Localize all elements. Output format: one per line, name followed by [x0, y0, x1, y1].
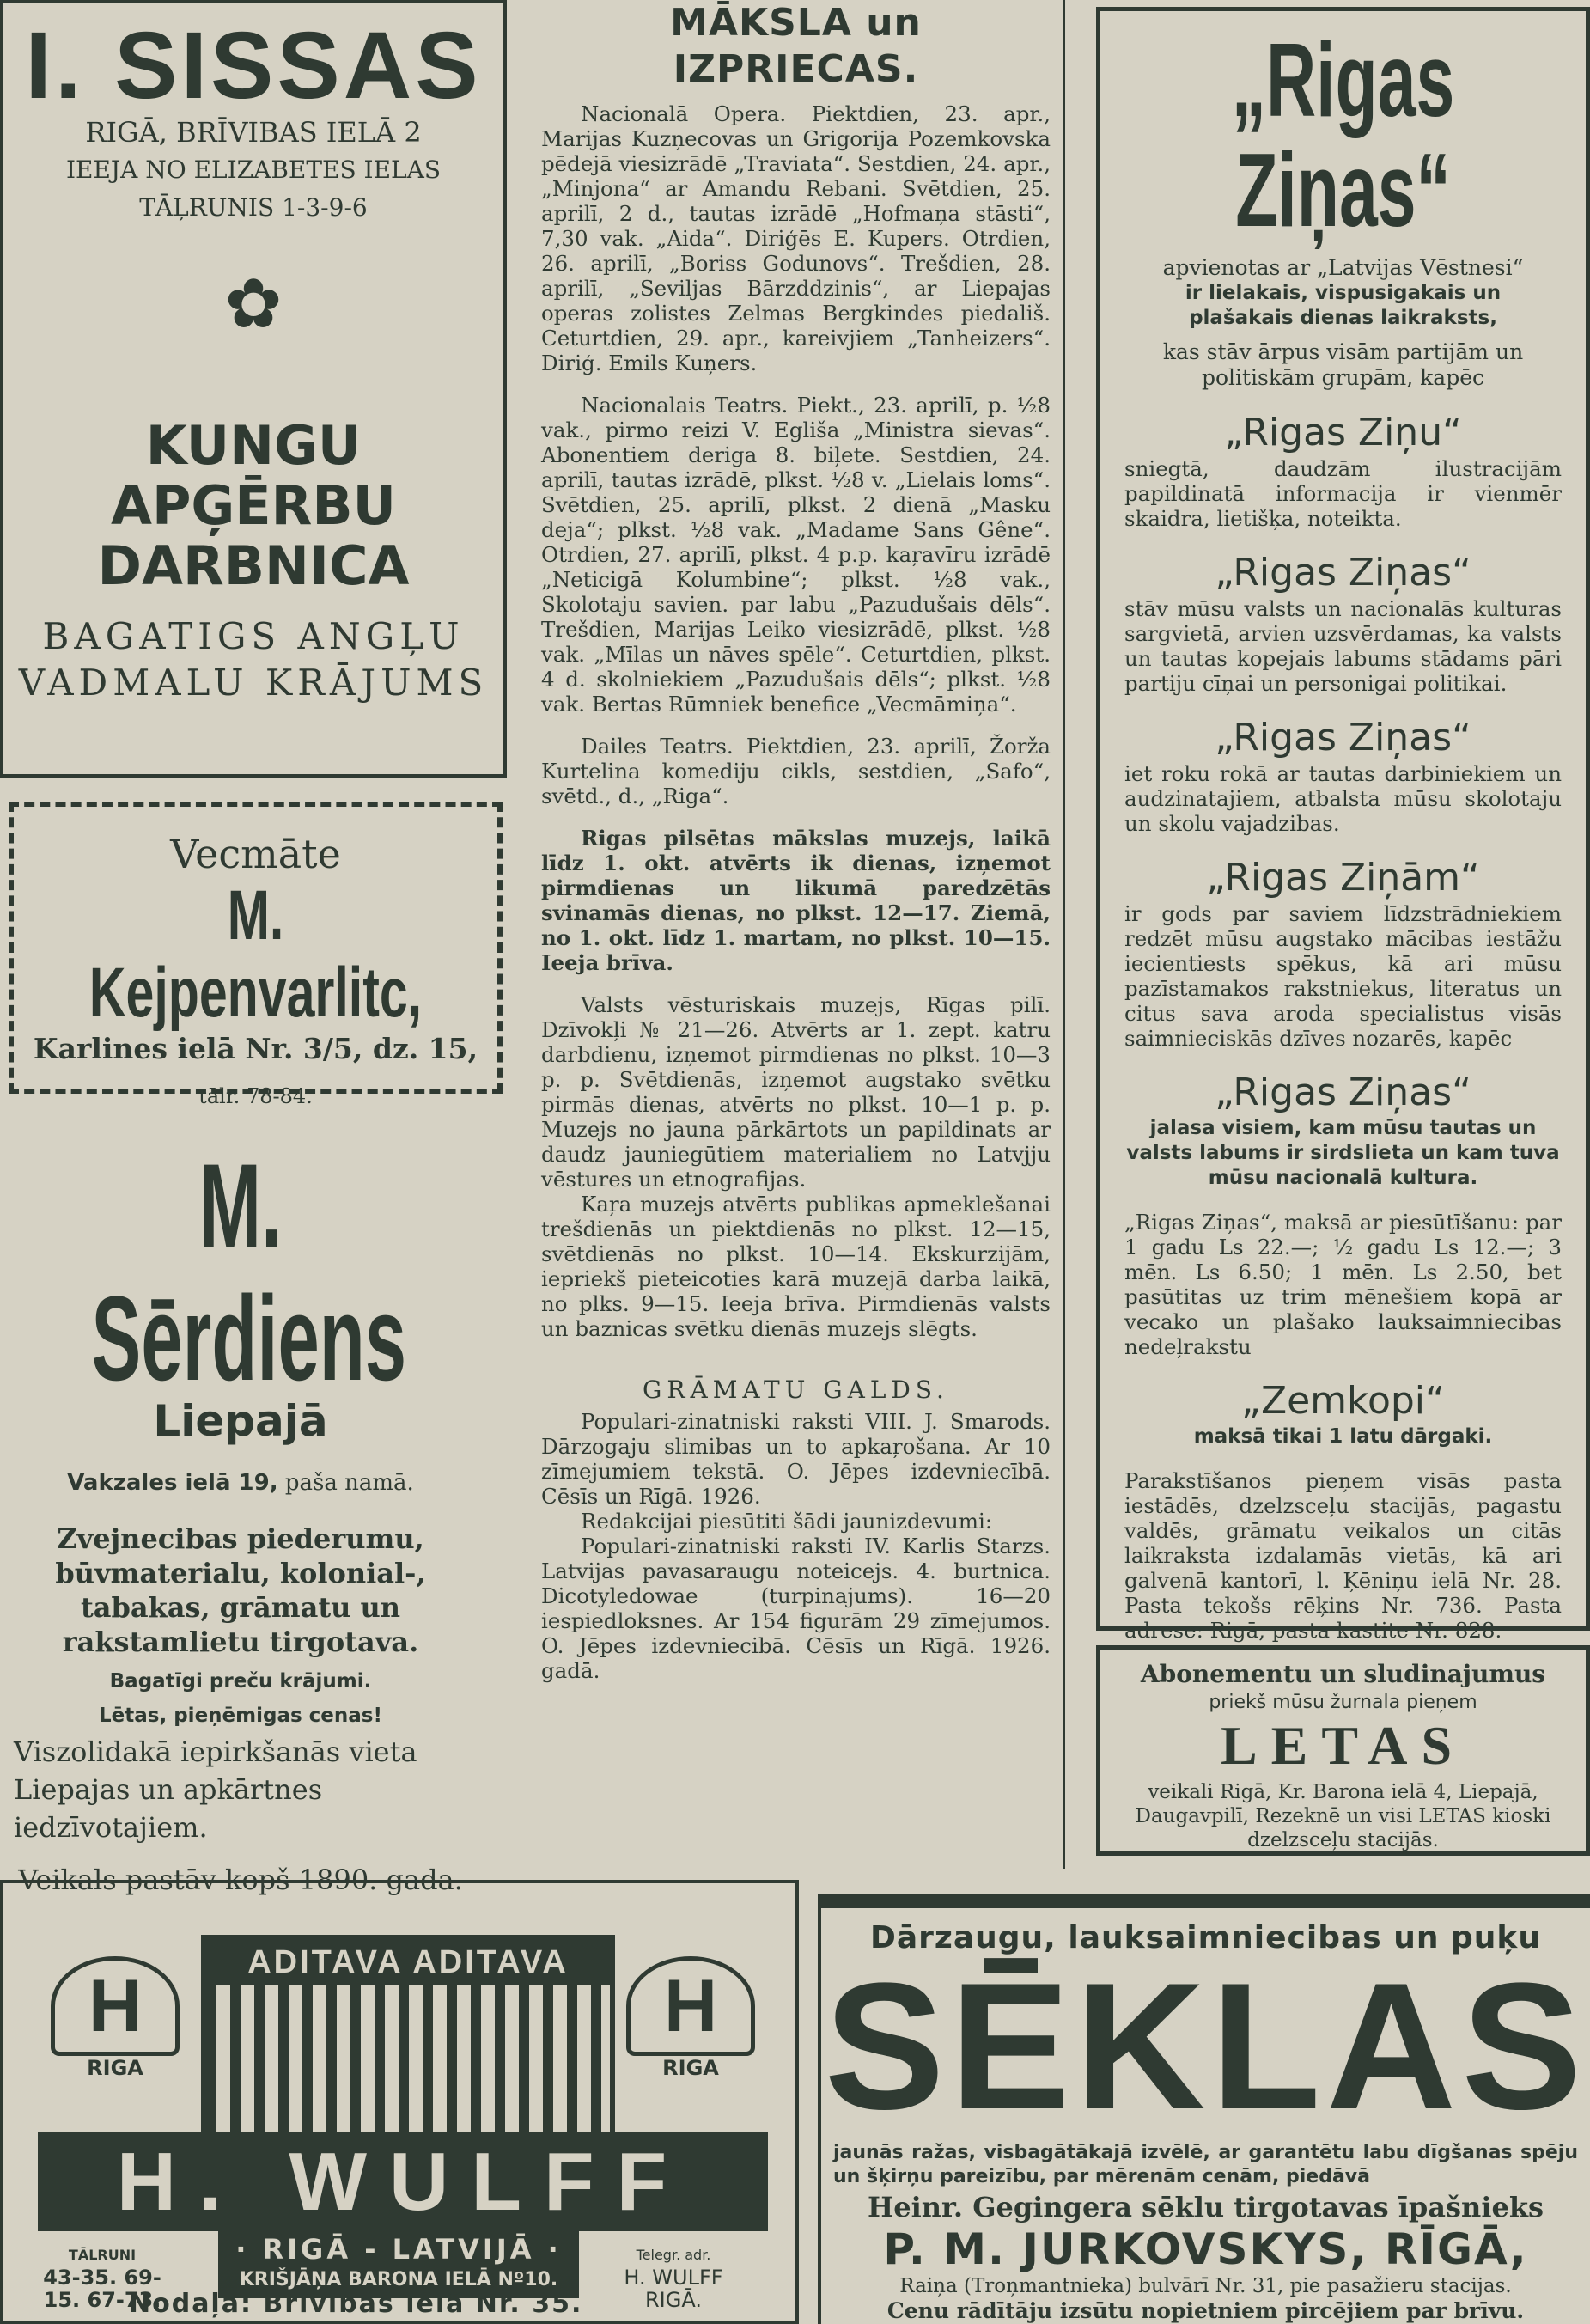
ad-letas [1096, 1645, 1590, 1856]
ad-serdiens [0, 1114, 481, 1896]
rigas-line-3: kas stāv ārpus visām partijām un politiskām grupām, kapēc [1162, 339, 1524, 391]
wulff-subtitle: · RIGĀ - LATVIJĀ · [235, 2233, 562, 2266]
serdiens-street-note: paša namā. [284, 1470, 414, 1496]
serdiens-name: M. Sērdiens [91, 1138, 407, 1406]
book-note: Redakcijai piesūtiti šādi jaunizdevumi: [581, 1509, 993, 1534]
serdiens-street: Vakzales ielā 19, [67, 1470, 278, 1496]
sissas-entrance: IEEJA NO ELIZABETES IELAS [65, 156, 442, 184]
books-heading: GRĀMATU GALDS. [643, 1375, 949, 1404]
rigas-subscription: Parakstīšanos pieņem visās pasta iestādēs, dzelzsceļu stacijās, pagastu valdēs, grāmatu veikalos un citās laikraksta izdalamās vietās, kā ari galvenā kantorī, l. Ķēniņu ielā Nr. 28. Pasta tekošs rēķins Nr. 736. Pasta adrese: Rigā, pasta kastite Nr. 828. [1124, 1468, 1562, 1644]
sissas-title-2: APĢĒRBU [110, 474, 396, 537]
seklas-line-4: Raiņa (Troņmantnieka) bulvārī Nr. 31, pie pasažieru stacijas. [899, 2274, 1512, 2297]
book-entry-2: Populari-zinatniski raksti IV. Karlis Starzs. Latvijas pavasaraugu noteicejs. 4. burtnica. Dicotyledowae (turpinajums). 16—20 iespiedloksnes. Ar 154 figurām 29 zīmejumos. O. Jēpes izdevniecibā. Cēsīs un Rīgā. 1926. gadā. [541, 1534, 1051, 1683]
wulff-telegraph [609, 2244, 738, 2311]
letas-line-1: Abonementu un sludinajumus [1140, 1660, 1546, 1688]
maksla-opera: Nacionalā Opera. Piektdien, 23. apr., Marijas Kuzņecovas un Grigorija Pozemkovska pēdejā viesizrādē „Traviata“. Sestdien, 24. apr., „Minjona“ ar Amandu Rebani. Svētdien, 25. aprilī, 2 d., tautas izrādē „Hofmaņa stāsti“, 7,30 vak. „Aida“. Diriģēs E. Kupers. Otrdien, 26. aprilī, „Boriss Godunovs“. Trešdien, 28. aprilī, „Seviljas Bārzddzinis“, ar Liepajas operas zolistes Zelmas Bergkindes piedališ. Ceturtdien, 29. apr., kareivjiem „Tanheizers“. Diriģ. Emils Kuņers. [541, 101, 1051, 375]
serdiens-since: Veikals pastāv kopš 1890. gada. [18, 1863, 463, 1896]
trademark-right-city: RIGA [662, 2056, 719, 2080]
vecmate-name: M. Kejpenvarlitc, [88, 876, 423, 1033]
sissas-title-1: KUNGU [145, 414, 362, 477]
maksla-kara-muzejs: Kaŗa muzejs atvērts publikas apmeklešanai trešdienās un piektdienās no plkst. 12—15, svētdienās no plkst. 10—14. Ekskurzijām, iepriekš pieteicoties karā muzejā darba laikā, no plks. 9—15. Ieeja brīva. Pirmdienās valsts un baznicas svētku dienās muzejs slēgts. [541, 1192, 1051, 1341]
rigas-para-4: iet roku rokā ar tautas darbiniekiem un audzinatajiem, atbalsta mūsu skolotaju un skolu vajadzibas. [1124, 761, 1562, 837]
serdiens-city: Liepajā [153, 1396, 328, 1446]
trademark-left [51, 1956, 180, 2080]
wulff-address: KRIŠJĀŅA BARONA IELĀ Nº10. [239, 2269, 558, 2290]
wulff-telegraph-address: H. WULFF RIGĀ. [624, 2266, 723, 2312]
rigas-para-3: stāv mūsu valsts un nacionalās kulturas sargvietā, arvien uzsvērdamas, ka valsts un tautas kopejais labums stādams pāri partiju cīņai un personigai politikai. [1124, 596, 1562, 697]
seklas-title: SĒKLAS [824, 1945, 1587, 2147]
seklas-line-3: Heinr. Gegingera sēklu tirgotavas īpašnieks [867, 2190, 1544, 2223]
maksla-teatrs: Nacionalais Teatrs. Piekt., 23. aprilī, p. ½8 vak., pirmo reizi V. Egliša „Ministra sievas“. Abonentiem deriga 8. biļete. Sestdien, 24. aprilī, tautas izrādē, plkst. ½8 v. „Lielais loms“. Svētdien, 25. aprilī, plkst. 2 dienā „Masku deja“; plkst. ½8 vak. „Madame Sans Gêne“. Otrdien, 27. aprilī, plkst. 4 p.p. kaŗavīru izrādē „Neticigā Kolumbine“; plkst. ½8 vak., Skolotaju savien. par labu „Pazudušais dēls“. Trešdien, Marijas Leiko viesizrādē, plkst. ½8 vak. „Mīlas un nāves spēle“. Ceturtdien, plkst. 4 d. skolniekiem „Pazudušais dēls“; plkst. ½8 vak. Bertas Rūmniek benefice „Vecmāmiņa“. [541, 393, 1051, 717]
wulff-banner: H. WULFF [38, 2132, 768, 2231]
rigas-para-2: sniegtā, daudzām ilustracijām papildinatā informacija ir vienmēr skaidra, lietišķa, noteikta. [1124, 456, 1562, 532]
ad-rigas-zinas [1096, 7, 1590, 1644]
rigas-prices: „Rigas Ziņas“, maksā ar piesūtīšanu: par 1 gadu Ls 22.—; ½ gadu Ls 12.—; 3 mēn. Ls 6.50; 1 mēn. Ls 2.50, bet pasūtitas uz trim mēnešiem kopā ar vecako un plašako lauksaimniecibas nedeļrakstu [1124, 1210, 1562, 1360]
rigas-para-6: jalasa visiem, kam mūsu tautas un valsts labums ir sirdslieta un kam tuva mūsu nacionalā kultura. [1126, 1117, 1560, 1190]
serdiens-trade: Zvejnecibas piederumu, būvmaterialu, kolonial-, tabakas, grāmatu un rakstamlietu tirgotava. [55, 1522, 426, 1658]
ad-seklas [818, 1894, 1590, 2324]
vecmate-title: Vecmāte [170, 831, 341, 877]
ad-wulff [0, 1880, 799, 2324]
maksla-heading: MĀKSLA un IZPRIECAS. [670, 1, 922, 91]
wulff-phone-numbers: 43-35. 69-15. 67-73. [43, 2266, 161, 2312]
column-maksla [541, 0, 1065, 1869]
book-entry-1: Populari-zinatniski raksti VIII. J. Smarods. Dārzogaju slimibas un to apkaŗošana. Ar 10 zīmejumiem tekstā. O. Jēpes izdevniecībā. Cēsīs un Rīgā. 1926. [541, 1409, 1051, 1509]
gear-icon: ✿ [224, 264, 283, 344]
serdiens-prices: Lētas, pieņēmigas cenas! [99, 1705, 382, 1727]
trademark-left-letter: H [51, 1956, 180, 2056]
letas-line-2: priekš mūsu žurnala pieņem [1209, 1692, 1477, 1713]
vecmate-phone: tālr. 78-84. [198, 1084, 313, 1109]
store-sign: ADITAVA ADITAVA [206, 1940, 610, 1985]
maksla-muzejs: Rigas pilsētas mākslas muzejs, laikā līdz 1. okt. atvērts ik dienas, izņemot pirmdienas un likumā paredzētās svinamās dienas, no plkst. 12—17. Ziemā, no 1. okt. līdz 1. martam, no plkst. 10—15. Ieeja brīva. [541, 826, 1051, 975]
vecmate-address: Karlines ielā Nr. 3/5, dz. 15, [33, 1032, 478, 1066]
rigas-heading-3: „Rigas Ziņas“ [1215, 551, 1471, 595]
sissas-stock-2: VADMALU KRĀJUMS [18, 662, 489, 704]
sissas-phone: TĀĻRUNIS 1-3-9-6 [139, 193, 368, 222]
ad-sissas [0, 0, 507, 778]
sissas-stock-1: BAGATIGS ANGĻU [42, 615, 465, 657]
seklas-line-1: Dārzaugu, lauksaimniecibas un puķu [869, 1920, 1542, 1955]
rigas-heading-5: „Rigas Ziņām“ [1206, 856, 1480, 900]
rigas-logo: „Rigas Ziņas“ [1231, 21, 1455, 249]
rigas-line-2: ir lielakais, vispusigakais un plašakais dienas laikraksts, [1185, 282, 1502, 330]
trademark-right-letter: H [626, 1956, 755, 2056]
rigas-heading-4: „Rigas Ziņas“ [1215, 716, 1471, 760]
seklas-name: P. M. JURKOVSKYS, RĪGĀ, [883, 2223, 1528, 2274]
rigas-heading-2: „Rigas Ziņu“ [1224, 411, 1462, 455]
serdiens-service: Viszolidakā iepirkšanās vieta Liepajas un apkārtnes iedzīvotajiem. [14, 1735, 417, 1844]
sissas-name: I. SISSAS [25, 13, 482, 119]
serdiens-street-line [0, 1470, 481, 1496]
rigas-zemkopi-price: maksā tikai 1 latu dārgaki. [1193, 1425, 1493, 1449]
wulff-branch: Nodaļa: Brīvibas ielā Nr. 35. [129, 2289, 583, 2319]
sissas-title-3: DARBNICA [97, 534, 410, 597]
ad-vecmate [9, 802, 503, 1109]
rigas-heading-zemkopi: „Zemkopi“ [1241, 1379, 1445, 1424]
maksla-vesturiskais: Valsts vēsturiskais muzejs, Rīgas pilī. Dzīvokļi № 21—26. Atvērts ar 1. zept. katru darbdienu, izņemot pirmdienas no plkst. 10—3 p. p. Svētdienās, izņemot augstako svētku pirmās dienas, atvērts no plkst. 10—1 p. p. Muzejs no jauna pārkārtots un papildinats ar daudz jauniegūtiem materialiem no Latvjju vēstures un etnografijas. [541, 992, 1051, 1192]
trademark-right [626, 1956, 755, 2080]
wulff-phone-label: TĀLRUNI [68, 2247, 137, 2263]
letas-name: LETAS [1220, 1715, 1466, 1776]
trademark-left-city: RIGA [87, 2056, 143, 2080]
serdiens-stock: Bagatīgi preču krājumi. [109, 1670, 372, 1693]
rigas-para-5: ir gods par saviem līdzstrādniekiem redzēt mūsu augstako mācibas iestāžu iecientiests spēkus, kā ari mūsu pazīstamakos rakstniekus, literatus un citus sava aroda specialistus visās saimnieciskās dzīves nozarēs, kapēc [1124, 901, 1562, 1052]
letas-line-3: veikali Rigā, Kr. Barona ielā 4, Liepajā, Daugavpilī, Rezeknē un visi LETAS kioski dzelzsceļu stacijās. [1135, 1781, 1551, 1851]
sissas-address: RIGĀ, BRĪVIBAS IELĀ 2 [85, 116, 422, 149]
rigas-line-1: apvienotas ar „Latvijas Vēstnesi“ [1162, 255, 1524, 281]
seklas-line-5: Cenu rādītāju izsūtu nopietniem pircējiem par brīvu. [886, 2297, 1525, 2323]
seklas-line-2: jaunās ražas, visbagātākajā izvēlē, ar garantētu labu dīgšanas spēju un šķirņu pareizību, par mērenām cenām, piedāvā [833, 2141, 1578, 2187]
rigas-heading-6: „Rigas Ziņas“ [1215, 1071, 1471, 1115]
storefront-illustration [201, 1935, 615, 2143]
wulff-telegraph-label: Telegr. adr. [636, 2247, 711, 2263]
maksla-dailes: Dailes Teatrs. Piektdien, 23. aprilī, Žorža Kurtelina komediju cikls, sestdien, „Safo“, svētd., d., „Riga“. [541, 734, 1051, 808]
